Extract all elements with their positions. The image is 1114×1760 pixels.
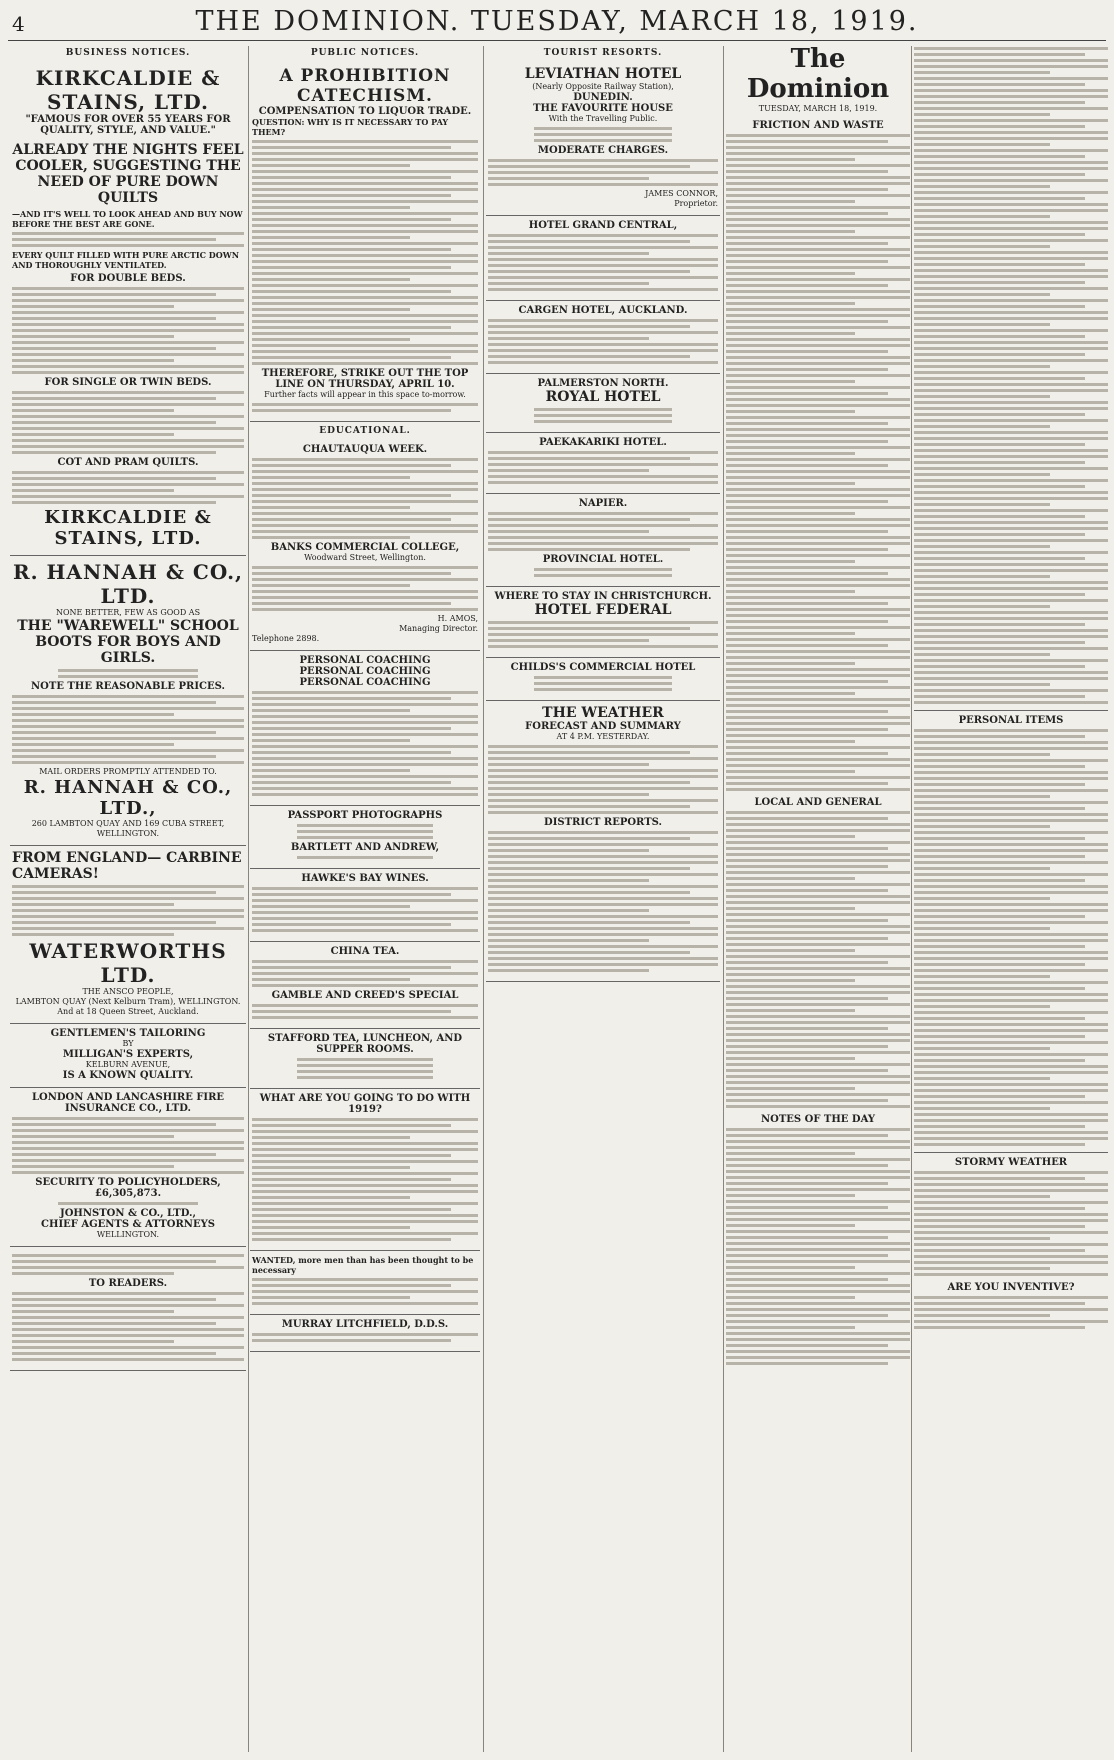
ad-signature-title: Managing Director. — [399, 624, 478, 633]
ad-title: HOTEL GRAND CENTRAL, — [528, 220, 678, 231]
ad-phone: Telephone 2898. — [252, 634, 320, 643]
ad-title: WANTED, more men than has been thought to be necessary — [252, 1255, 474, 1275]
ad-headline: TO READERS. — [88, 1278, 168, 1289]
section-heading: PUBLIC NOTICES. — [310, 48, 420, 58]
ad-subhead: FOR DOUBLE BEDS. — [70, 273, 186, 284]
article-headline: NOTES OF THE DAY — [761, 1114, 875, 1125]
ad-headline: ALREADY THE NIGHTS FEEL COOLER, SUGGESTING THE NEED OF PURE DOWN QUILTS — [12, 142, 244, 206]
ad-title: MURRAY LITCHFIELD, D.D.S. — [281, 1319, 449, 1330]
ad-title: A PROHIBITION CATECHISM. — [279, 66, 451, 106]
hannah-ad — [10, 556, 246, 846]
article-subhead: AT 4 P.M. YESTERDAY. — [556, 732, 650, 741]
napier-ad — [486, 494, 720, 587]
column-divider — [911, 46, 912, 1752]
ad-text: SECURITY TO POLICYHOLDERS, — [35, 1177, 221, 1188]
ad-agent-title: CHIEF AGENTS & ATTORNEYS — [41, 1219, 215, 1230]
london-lancashire-ad — [10, 1088, 246, 1247]
ad-subhead: COMPENSATION TO LIQUOR TRADE. — [258, 106, 472, 117]
article-headline: THE WEATHER — [542, 705, 664, 721]
ad-title: PASSPORT PHOTOGRAPHS — [287, 810, 443, 821]
article-headline: ARE YOU INVENTIVE? — [947, 1282, 1075, 1293]
ad-text: MAIL ORDERS PROMPTLY ATTENDED TO. — [39, 767, 217, 776]
readers-notice — [10, 1247, 246, 1371]
ad-address: Woodward Street, Wellington. — [304, 553, 426, 562]
section-heading: BUSINESS NOTICES. — [65, 48, 191, 58]
ad-city: DUNEDIN. — [573, 92, 633, 103]
ad-title: ROYAL HOTEL — [545, 389, 661, 405]
ad-city: NAPIER. — [578, 498, 628, 509]
ad-title: PROVINCIAL HOTEL. — [542, 554, 664, 565]
weather-article — [486, 701, 720, 982]
ad-address: LAMBTON QUAY (Next Kelburn Tram), WELLINGTON. — [15, 997, 241, 1006]
ad-subhead: WHERE TO STAY IN CHRISTCHURCH. — [494, 591, 712, 602]
column-public-notices — [250, 44, 480, 1752]
article-headline: LOCAL AND GENERAL — [754, 797, 882, 808]
column-divider — [483, 46, 484, 1752]
ad-subhead: EVERY QUILT FILLED WITH PURE ARCTIC DOWN AND THOROUGHLY VENTILATED. — [12, 250, 240, 270]
ad-amount: £6,305,873. — [94, 1188, 162, 1199]
column-business-notices — [10, 44, 246, 1752]
milligan-ad — [10, 1024, 246, 1088]
editorial-masthead: The Dominion — [746, 44, 890, 104]
ad-signature: JAMES CONNOR, — [645, 189, 718, 198]
ad-subhead: —AND IT'S WELL TO LOOK AHEAD AND BUY NOW BEFORE THE BEST ARE GONE. — [12, 209, 243, 229]
ad-title: KIRKCALDIE & STAINS, LTD. — [35, 66, 221, 114]
ad-title: HOTEL FEDERAL — [534, 602, 672, 618]
article-headline: PERSONAL ITEMS — [914, 710, 1108, 726]
china-tea-ad — [250, 942, 480, 1029]
ad-signature-title: Proprietor. — [674, 199, 718, 208]
ad-address: WELLINGTON. — [96, 1230, 160, 1239]
masthead-rule — [8, 40, 1106, 41]
ad-title: R. HANNAH & CO., LTD. — [12, 560, 243, 608]
article-subhead: FORECAST AND SUMMARY — [525, 721, 681, 732]
ad-text: BY — [122, 1039, 134, 1048]
section-heading: TOURIST RESORTS. — [543, 48, 663, 58]
masthead-title: THE DOMINION. TUESDAY, MARCH 18, 1919. — [195, 6, 919, 37]
dental-ad — [250, 1315, 480, 1352]
column-divider — [248, 46, 249, 1752]
editorial-date: TUESDAY, MARCH 18, 1919. — [758, 104, 878, 113]
ad-text: With the Travelling Public. — [548, 114, 658, 123]
article-headline: STORMY WEATHER — [914, 1152, 1108, 1168]
section-heading: EDUCATIONAL. — [319, 426, 411, 436]
kirkcaldie-ad — [10, 62, 246, 556]
ad-text: (Nearly Opposite Railway Station), — [532, 82, 674, 91]
masthead — [0, 0, 1114, 44]
ad-question: QUESTION: WHY IS IT NECESSARY TO PAY THEM? — [252, 117, 449, 137]
ad-headline: GENTLEMEN'S TAILORING — [50, 1028, 206, 1039]
grand-central-ad — [486, 216, 720, 301]
waterworths-ad — [10, 846, 246, 1024]
ad-title: MILLIGAN'S EXPERTS, — [62, 1049, 194, 1060]
ad-title: LEVIATHAN HOTEL — [524, 66, 682, 82]
ad-title: LONDON AND LANCASHIRE FIRE INSURANCE CO., LTD. — [31, 1092, 225, 1114]
ad-title: CHAUTAUQUA WEEK. — [302, 444, 428, 455]
ad-title: PERSONAL COACHING — [299, 677, 431, 688]
ad-text: KELBURN AVENUE, — [85, 1060, 171, 1069]
prohibition-catechism — [250, 62, 480, 422]
ad-text: NONE BETTER, FEW AS GOOD AS — [55, 608, 201, 617]
article-headline: FRICTION AND WASTE — [752, 120, 884, 131]
coaching-ad — [250, 651, 480, 806]
ad-title: PERSONAL COACHING — [299, 666, 431, 677]
stafford-ad — [250, 1029, 480, 1089]
hawkes-bay-ad — [250, 869, 480, 942]
ad-callout: THEREFORE, STRIKE OUT THE TOP LINE ON THURSDAY, APRIL 10. — [261, 368, 469, 390]
ad-text: THE ANSCO PEOPLE, — [82, 987, 174, 996]
ad-subhead: FOR SINGLE OR TWIN BEDS. — [44, 377, 212, 388]
ad-headline: THE "WAREWELL" SCHOOL BOOTS FOR BOYS AND GIRLS. — [17, 618, 239, 666]
ad-title: CHINA TEA. — [330, 946, 400, 957]
childs-ad — [486, 658, 720, 701]
ad-title: GAMBLE AND CREED'S SPECIAL — [271, 990, 459, 1001]
ad-address: And at 18 Queen Street, Auckland. — [57, 1007, 199, 1016]
ad-title: WATERWORTHS LTD. — [29, 939, 227, 987]
ad-subhead: NOTE THE REASONABLE PRICES. — [31, 681, 225, 692]
ad-headline: FROM ENGLAND— CARBINE CAMERAS! — [12, 850, 242, 882]
christchurch-ad — [486, 587, 720, 658]
wanted-ad — [250, 1251, 480, 1315]
cargen-ad — [486, 301, 720, 374]
ad-title: CHILDS'S COMMERCIAL HOTEL — [510, 662, 696, 673]
paekakariki-ad — [486, 433, 720, 494]
ad-signature: KIRKCALDIE & STAINS, LTD. — [44, 507, 212, 549]
what-are-you-ad — [250, 1089, 480, 1251]
column-editorial — [726, 44, 910, 1752]
chautauqua-ad — [250, 440, 480, 651]
ad-address: 260 LAMBTON QUAY AND 169 CUBA STREET, WELLINGTON. — [31, 819, 225, 838]
ad-title: STAFFORD TEA, LUNCHEON, AND SUPPER ROOMS. — [267, 1033, 463, 1055]
ad-city: PALMERSTON NORTH. — [537, 378, 669, 389]
ad-subhead: COT AND PRAM QUILTS. — [57, 457, 199, 468]
ad-text: IS A KNOWN QUALITY. — [62, 1070, 194, 1081]
ad-title: WHAT ARE YOU GOING TO DO WITH 1919? — [259, 1093, 471, 1115]
column-divider — [723, 46, 724, 1752]
column-tourist-resorts — [486, 44, 720, 1752]
ad-signature: R. HANNAH & CO., LTD., — [23, 777, 233, 819]
ad-title: BANKS COMMERCIAL COLLEGE, — [270, 542, 460, 553]
ad-text: Further facts will appear in this space to-morrow. — [264, 390, 466, 399]
ad-subhead: THE FAVOURITE HOUSE — [533, 103, 673, 114]
ad-signature: H. AMOS, — [437, 614, 478, 623]
ad-title: PAEKAKARIKI HOTEL. — [539, 437, 667, 448]
leviathan-ad — [486, 62, 720, 216]
ad-title: BARTLETT AND ANDREW, — [290, 842, 440, 853]
ad-title: PERSONAL COACHING — [299, 655, 431, 666]
article-subhead: DISTRICT REPORTS. — [544, 817, 662, 828]
passport-ad — [250, 806, 480, 869]
ad-title: CARGEN HOTEL, AUCKLAND. — [518, 305, 688, 316]
ad-agent: JOHNSTON & CO., LTD., — [59, 1208, 196, 1219]
ad-subhead: MODERATE CHARGES. — [537, 145, 669, 156]
page-number: 4 — [12, 12, 25, 36]
royal-hotel-ad — [486, 374, 720, 433]
ad-motto: "FAMOUS FOR OVER 55 YEARS FOR QUALITY, STYLE, AND VALUE." — [25, 114, 231, 136]
column-news — [914, 44, 1108, 1752]
ad-title: HAWKE'S BAY WINES. — [301, 873, 429, 884]
